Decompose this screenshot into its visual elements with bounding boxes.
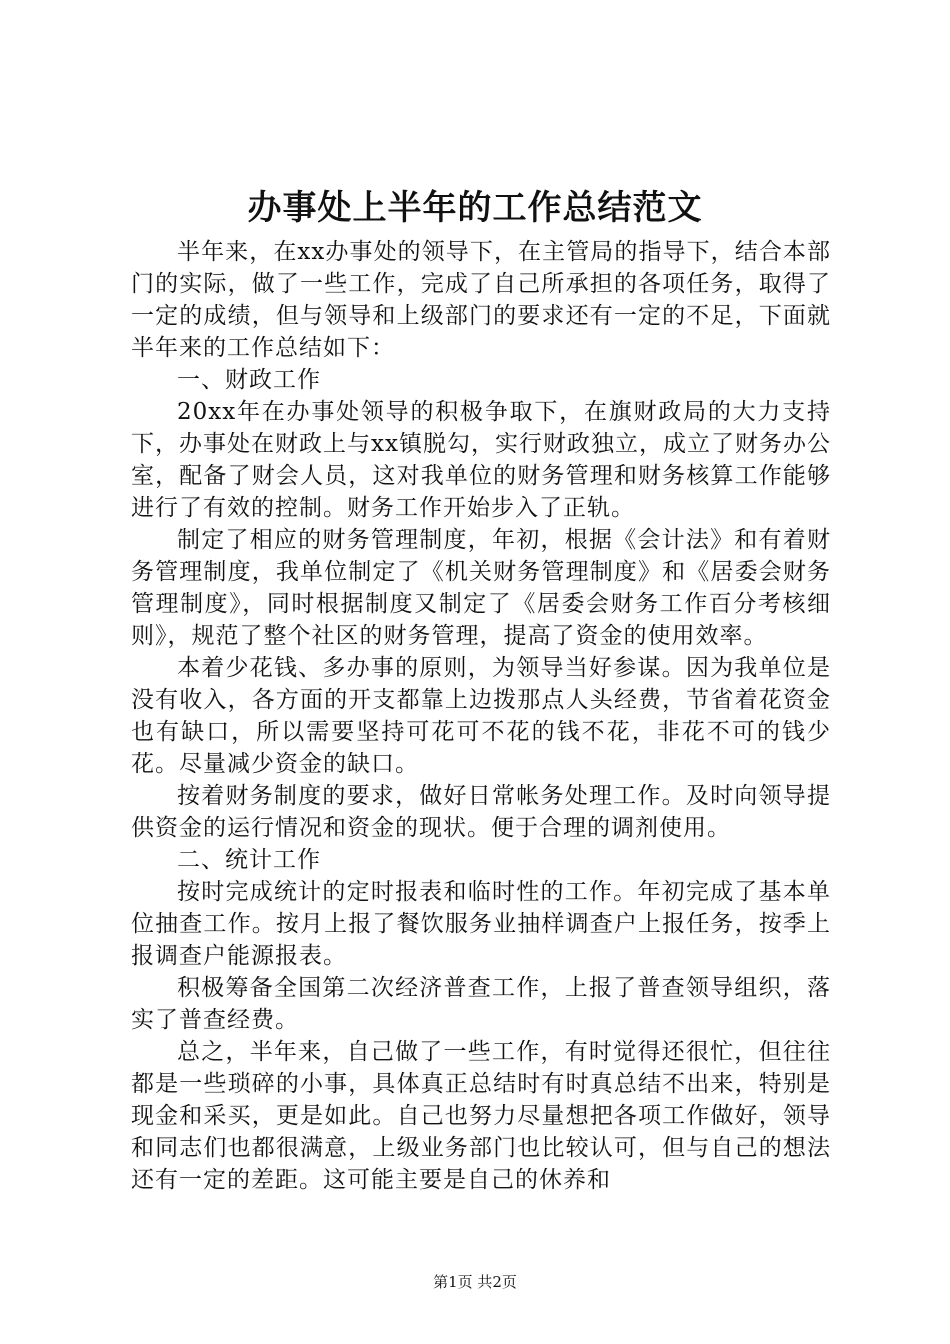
page-number-footer: 第1页 共2页 <box>433 1273 517 1291</box>
section-heading-statistics: 二、统计工作 <box>177 847 321 873</box>
body-paragraph: 制定了相应的财务管理制度，年初，根据《会计法》和有着财务管理制度，我单位制定了《机关财务管理制度》和《居委会财务管理制度》，同时根据制度又制定了《居委会财务工作百分考核细则》，规范了整个社区的财务管理，提高了资金的使用效率。 <box>131 527 831 649</box>
section-heading-finance: 一、财政工作 <box>177 367 321 393</box>
body-paragraph: 本着少花钱、多办事的原则，为领导当好参谋。因为我单位是没有收入，各方面的开支都靠上边拨那点人头经费，节省着花资金也有缺口，所以需要坚持可花可不花的钱不花，非花不可的钱少花。尽量减少资金的缺口。 <box>131 655 831 777</box>
document-body <box>131 236 831 1196</box>
body-paragraph: 积极筹备全国第二次经济普查工作，上报了普查领导组织，落实了普查经费。 <box>131 975 831 1033</box>
body-paragraph: 按时完成统计的定时报表和临时性的工作。年初完成了基本单位抽查工作。按月上报了餐饮服务业抽样调查户上报任务，按季上报调查户能源报表。 <box>131 879 831 969</box>
body-paragraph: 20xx年在办事处领导的积极争取下，在旗财政局的大力支持下，办事处在财政上与xx镇脱勾，实行财政独立，成立了财务办公室，配备了财会人员，这对我单位的财务管理和财务核算工作能够进行了有效的控制。财务工作开始步入了正轨。 <box>131 399 831 521</box>
document-title: 办事处上半年的工作总结范文 <box>247 188 703 228</box>
intro-paragraph: 半年来，在xx办事处的领导下，在主管局的指导下，结合本部门的实际，做了一些工作，完成了自己所承担的各项任务，取得了一定的成绩，但与领导和上级部门的要求还有一定的不足，下面就半年来的工作总结如下： <box>131 239 831 361</box>
summary-paragraph: 总之，半年来，自己做了一些工作，有时觉得还很忙，但往往都是一些琐碎的小事，具体真正总结时有时真总结不出来，特别是现金和采买，更是如此。自己也努力尽量想把各项工作做好，领导和同志们也都很满意，上级业务部门也比较认可，但与自己的想法还有一定的差距。这可能主要是自己的休养和 <box>131 1039 831 1193</box>
body-paragraph: 按着财务制度的要求，做好日常帐务处理工作。及时向领导提供资金的运行情况和资金的现状。便于合理的调剂使用。 <box>131 783 831 841</box>
